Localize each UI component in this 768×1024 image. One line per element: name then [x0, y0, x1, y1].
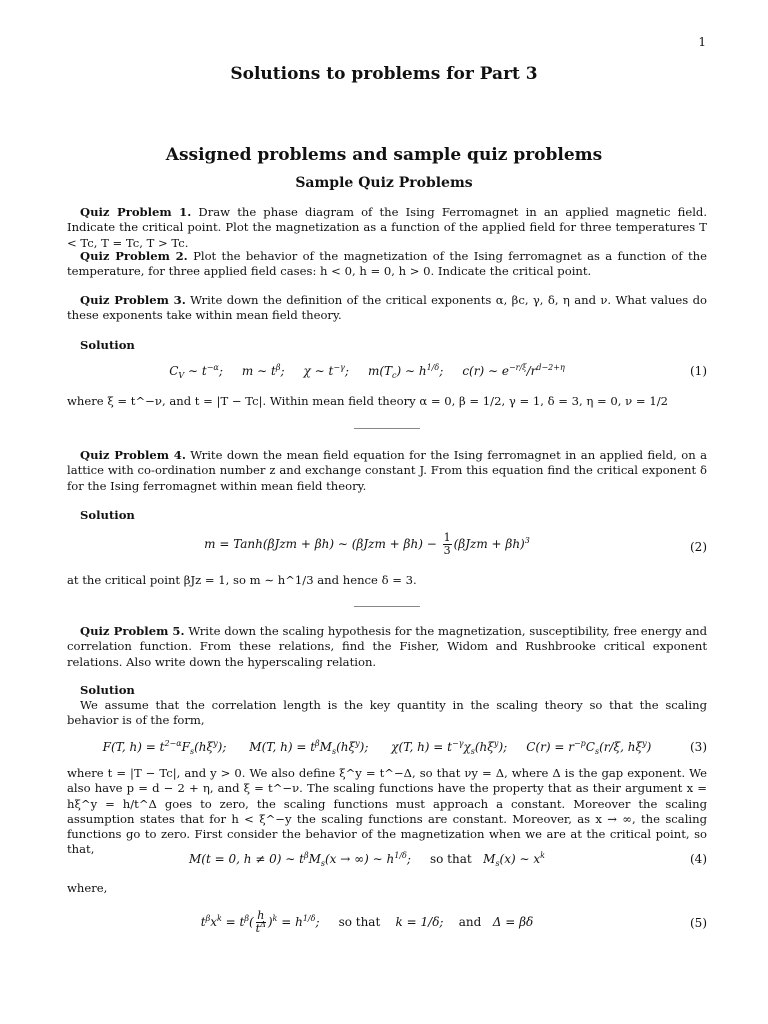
solution-label-5: Solution: [80, 683, 135, 697]
equation-number-4: (4): [690, 852, 707, 866]
quiz-problem-2-text: Plot the behavior of the magnetization of the Ising ferromagnet as a function of the temperature, for three applied field cases: h < 0, h = 0, h > 0. Indicate the critical point.: [67, 249, 708, 279]
quiz-problem-3-text: Write down the definition of the critical exponents α, βc, γ, δ, η and ν. What values do these exponents take within mean field theory.: [67, 293, 708, 323]
quiz-problem-5-label: Quiz Problem 5.: [80, 624, 185, 638]
solution-4-text: at the critical point βJz = 1, so m ∼ h^1/3 and hence δ = 3.: [67, 573, 417, 587]
solution-5-intro: We assume that the correlation length is the key quantity in the scaling theory so that the scaling behavior is of the form,: [67, 698, 707, 728]
subsection-title: Sample Quiz Problems: [295, 175, 473, 191]
solution-label-4: Solution: [80, 508, 135, 522]
document-title: Solutions to problems for Part 3: [230, 64, 538, 84]
section-title: Assigned problems and sample quiz problems: [165, 145, 603, 165]
quiz-problem-1-label: Quiz Problem 1.: [80, 205, 192, 219]
quiz-problem-1-text: Draw the phase diagram of the Ising Ferromagnet in an applied magnetic field. Indicate the critical point. Plot the magnetization as a function of the applied field for three temperatures T < Tc, T = Tc, T > Tc.: [67, 205, 708, 250]
where-label: where,: [67, 881, 108, 895]
quiz-problem-4-label: Quiz Problem 4.: [80, 448, 186, 462]
equation-number-5: (5): [690, 916, 707, 930]
solution-label-3: Solution: [80, 338, 135, 352]
quiz-problem-4-text: Write down the mean field equation for the Ising ferromagnet in an applied field, on a lattice with co-ordination number z and exchange constant J. From this equation find the critical exponent δ for the Ising ferromagnet within mean field theory.: [67, 448, 708, 493]
equation-number-1: (1): [690, 364, 707, 378]
solution-5-paragraph: where t = |T − Tc|, and y > 0. We also define ξ^y = t^−Δ, so that νy = Δ, where Δ is the gap exponent. We also have p = d − 2 + η, and ξ = t^−ν. The scaling functions have the property that as their argument x = hξ^y = h/t^Δ goes to zero, the scaling functions must approach a constant. Moreover the scaling assumption states that for h < ξ^−y the scaling functions are constant. Moreover, as x → ∞, the scaling functions go to zero. First consider the behavior of the magnetization when we are at the critical point, so that,: [67, 766, 707, 857]
quiz-problem-1: [67, 205, 707, 251]
solution-3-text: where ξ = t^−ν, and t = |T − Tc|. Within mean field theory α = 0, β = 1/2, γ = 1, δ = 3, η = 0, ν = 1/2: [67, 394, 668, 408]
quiz-problem-2: [67, 249, 707, 280]
quiz-problem-5-text: Write down the scaling hypothesis for the magnetization, susceptibility, free energy and correlation function. From these relations, find the Fisher, Widom and Rushbrooke critical exponent relations. Also write down the hyperscaling relation.: [67, 624, 708, 669]
page-number: 1: [698, 35, 706, 49]
quiz-problem-4: [67, 448, 707, 494]
separator-rule: [354, 606, 420, 607]
separator-rule: [354, 428, 420, 429]
quiz-problem-3: [67, 293, 707, 324]
quiz-problem-3-label: Quiz Problem 3.: [80, 293, 186, 307]
quiz-problem-5: [67, 624, 707, 670]
quiz-problem-2-label: Quiz Problem 2.: [80, 249, 188, 263]
equation-number-2: (2): [690, 540, 707, 554]
document-page: 1 Solutions to problems for Part 3 Assigned problems and sample quiz problems Sample Quiz Problems Quiz Problem 1. Draw the phase diagram of the Ising Ferromagnet in an applied magnetic field. Indicate the critical point. Plot the magnetization as a function of the applied field for three temperatures T < Tc, T = Tc, T > Tc. Quiz Problem 2. Plot the behavior of the magnetization of the Ising ferromagnet as a function of the temperature, for three applied field cases: h < 0, h = 0, h > 0. Indicate the critical point. Quiz Problem 3. Write down the definition of the critical exponents α, βc, γ, δ, η and ν. What values do these exponents take within mean field theory. Solution $C_V$ ∼ $t^{-\alpha}$; m ∼ $t^\beta$; χ ∼ $t^{-\gamma}$; $m(T_c)$ ∼ $h^{1/\delta}$; c(r) ∼ $e^{-r/\xi}/r^{d-2+\eta}$ (1) where ξ = t^−ν, and t = |T − Tc|. Within mean field theory α = 0, β = 1/2, γ = 1, δ = 3, η = 0, ν = 1/2 Quiz Problem 4. Write down the mean field equation for the Ising ferromagnet in an applied field, on a lattice with co-ordination number z and exchange constant J. From this equation find the critical exponent δ for the Ising ferromagnet within mean field theory. Solution m = Tanh(βJzm + βh) ∼ (βJzm + βh) − $\frac{1}{3}$ $(\beta Jzm + \beta h)^3$ (2) at the critical point βJz = 1, so m ∼ h^1/3 and hence δ = 3. Quiz Problem 5. Write down the scaling hypothesis for the magnetization, susceptibility, free energy and correlation function. From these relations, find the Fisher, Widom and Rushbrooke critical exponent relations. Also write down the hyperscaling relation. Solution We assume that the correlation length is the key quantity in the scaling theory so that the scaling behavior is of the form, F(T, $h) = t^{2-\alpha}F_s(h\xi^y)$; M(T, $h) = t^\beta M_s(h\xi^y)$; χ(T, $h) = t^{-\gamma}\chi_s(h\xi^y)$; $C(r) = r^{-p}C_s(r/\xi$, $h\xi^y$) (3) where t = |T − Tc|, and y > 0. We also define ξ^y = t^−Δ, so that νy = Δ, where Δ is the gap exponent. We also have p = d − 2 + η, and ξ = t^−ν. The scaling functions have the property that as their argument x = hξ^y = h/t^Δ goes to zero, the scaling functions must approach a constant. Moreover the scaling assumption states that for h < ξ^−y the scaling functions are constant. Moreover, as x → ∞, the scaling functions go to zero. First consider the behavior of the magnetization when we are at the critical point, so that, M(t = 0, h ≠ 0) ∼ $t^\beta M_s(x$ → ∞) ∼ $h^{1/\delta}$; so that $M_s(x)$ ∼ $x^k$ (4) where, $t^\beta x^k = t^\beta$( $\frac{h}{t^\Delta}$ )$^k = h^{1/\delta}$; so that k = 1/δ; and Δ = βδ (5): [0, 0, 768, 1024]
equation-number-3: (3): [690, 740, 707, 754]
